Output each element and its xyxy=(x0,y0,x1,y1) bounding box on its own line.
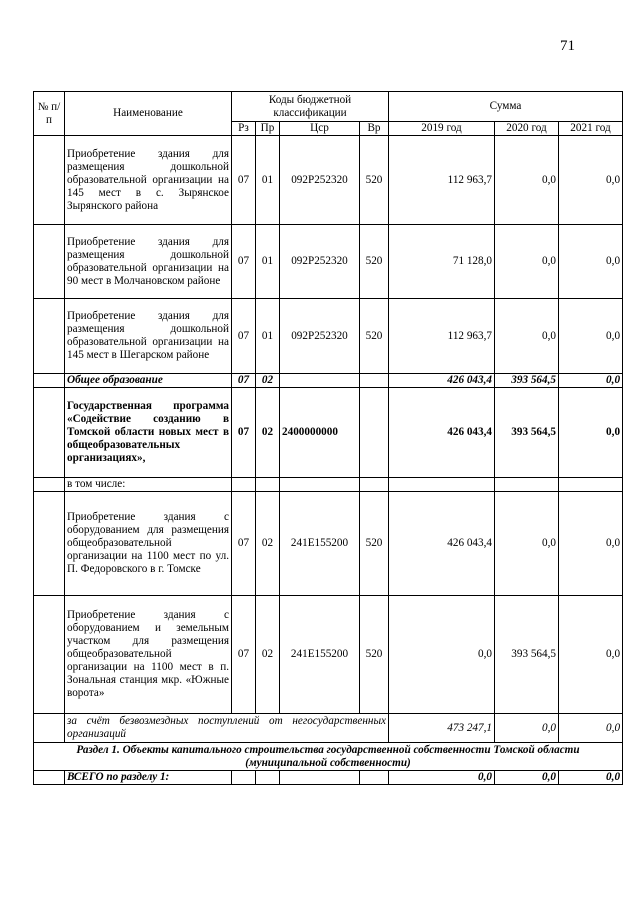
header-2019: 2019 год xyxy=(389,122,495,136)
row-2020: 0,0 xyxy=(495,299,559,374)
row-cer xyxy=(280,478,360,492)
row-2020: 0,0 xyxy=(495,714,559,743)
row-rz: 07 xyxy=(232,492,256,596)
header-cer: Цср xyxy=(280,122,360,136)
row-num xyxy=(34,714,65,743)
page-number: 71 xyxy=(560,38,575,54)
row-name: в том числе: xyxy=(65,478,232,492)
row-name: Приобретение здания для размещения дошкольной образовательной организации на 145 мест в Шегарском районе xyxy=(65,299,232,374)
row-2019 xyxy=(389,478,495,492)
total-rz xyxy=(232,771,256,785)
header-row-1 xyxy=(34,92,623,122)
header-rz: Рз xyxy=(232,122,256,136)
total-row xyxy=(34,771,623,785)
table-row xyxy=(34,374,623,388)
row-2020 xyxy=(495,478,559,492)
row-pr: 02 xyxy=(256,374,280,388)
table-row xyxy=(34,136,623,225)
total-pr xyxy=(256,771,280,785)
row-2019: 426 043,4 xyxy=(389,388,495,478)
row-cer: 092P252320 xyxy=(280,299,360,374)
row-name: Государственная программа «Содействие созданию в Томской области новых мест в общеобразовательных организациях», xyxy=(65,388,232,478)
row-num xyxy=(34,492,65,596)
row-vr: 520 xyxy=(360,492,389,596)
row-num xyxy=(34,388,65,478)
total-cer xyxy=(280,771,360,785)
row-2019: 112 963,7 xyxy=(389,299,495,374)
row-cer: 092P252320 xyxy=(280,225,360,299)
row-pr: 02 xyxy=(256,388,280,478)
row-name: Приобретение здания для размещения дошкольной образовательной организации на 145 мест в с. Зырянское Зырянского района xyxy=(65,136,232,225)
row-cer xyxy=(280,374,360,388)
row-2021: 0,0 xyxy=(559,714,623,743)
row-num xyxy=(34,478,65,492)
row-2021: 0,0 xyxy=(559,225,623,299)
row-pr: 01 xyxy=(256,136,280,225)
row-rz: 07 xyxy=(232,596,256,714)
row-num xyxy=(34,299,65,374)
row-2020: 0,0 xyxy=(495,225,559,299)
row-vr xyxy=(360,374,389,388)
row-2020: 393 564,5 xyxy=(495,596,559,714)
row-2021: 0,0 xyxy=(559,596,623,714)
header-2021: 2021 год xyxy=(559,122,623,136)
row-cer: 241E155200 xyxy=(280,492,360,596)
header-vr: Вр xyxy=(360,122,389,136)
section-title: Раздел 1. Объекты капитального строительства государственной собственности Томской области (муниципальной собственности) xyxy=(34,743,623,771)
row-vr: 520 xyxy=(360,299,389,374)
total-name: ВСЕГО по разделу 1: xyxy=(65,771,232,785)
row-2021: 0,0 xyxy=(559,388,623,478)
total-2020: 0,0 xyxy=(495,771,559,785)
row-rz: 07 xyxy=(232,374,256,388)
row-2019: 426 043,4 xyxy=(389,374,495,388)
row-cer: 2400000000 xyxy=(280,388,360,478)
header-codes-group: Коды бюджетной классификации xyxy=(232,92,389,122)
row-rz: 07 xyxy=(232,388,256,478)
row-vr xyxy=(360,478,389,492)
row-rz: 07 xyxy=(232,225,256,299)
row-num xyxy=(34,596,65,714)
header-sum-group: Сумма xyxy=(389,92,623,122)
row-vr: 520 xyxy=(360,596,389,714)
table-row xyxy=(34,492,623,596)
table-row xyxy=(34,478,623,492)
table-row xyxy=(34,714,623,743)
row-2019: 473 247,1 xyxy=(389,714,495,743)
budget-table xyxy=(33,91,623,785)
section-row xyxy=(34,743,623,771)
row-pr xyxy=(256,478,280,492)
header-pr: Пр xyxy=(256,122,280,136)
row-pr: 01 xyxy=(256,225,280,299)
row-2019: 0,0 xyxy=(389,596,495,714)
row-2021: 0,0 xyxy=(559,136,623,225)
row-2019: 71 128,0 xyxy=(389,225,495,299)
row-name: Общее образование xyxy=(65,374,232,388)
header-2020: 2020 год xyxy=(495,122,559,136)
row-2020: 393 564,5 xyxy=(495,388,559,478)
total-num xyxy=(34,771,65,785)
header-name: Наименование xyxy=(65,92,232,136)
total-2019: 0,0 xyxy=(389,771,495,785)
row-2019: 426 043,4 xyxy=(389,492,495,596)
row-2020: 0,0 xyxy=(495,136,559,225)
row-name: Приобретение здания для размещения дошкольной образовательной организации на 90 мест в Молчановском районе xyxy=(65,225,232,299)
row-2019: 112 963,7 xyxy=(389,136,495,225)
row-rz: 07 xyxy=(232,136,256,225)
row-2021: 0,0 xyxy=(559,492,623,596)
total-vr xyxy=(360,771,389,785)
row-pr: 01 xyxy=(256,299,280,374)
row-rz: 07 xyxy=(232,299,256,374)
row-2021: 0,0 xyxy=(559,374,623,388)
row-num xyxy=(34,225,65,299)
row-vr: 520 xyxy=(360,225,389,299)
row-2021 xyxy=(559,478,623,492)
row-pr: 02 xyxy=(256,492,280,596)
row-vr: 520 xyxy=(360,136,389,225)
table-row xyxy=(34,225,623,299)
row-2021: 0,0 xyxy=(559,299,623,374)
row-pr: 02 xyxy=(256,596,280,714)
row-cer: 241E155200 xyxy=(280,596,360,714)
table-row xyxy=(34,596,623,714)
row-num xyxy=(34,374,65,388)
row-2020: 0,0 xyxy=(495,492,559,596)
row-cer: 092P252320 xyxy=(280,136,360,225)
table-row xyxy=(34,388,623,478)
header-num: № п/п xyxy=(34,92,65,136)
total-2021: 0,0 xyxy=(559,771,623,785)
row-vr xyxy=(360,388,389,478)
row-2020: 393 564,5 xyxy=(495,374,559,388)
row-name: за счёт безвозмездных поступлений от негосударственных организаций xyxy=(65,714,389,743)
table-row xyxy=(34,299,623,374)
row-num xyxy=(34,136,65,225)
row-name: Приобретение здания с оборудованием и земельным участком для размещения общеобразовательной организации на 1100 мест в п. Зональная станция мкр. «Южные ворота» xyxy=(65,596,232,714)
row-name: Приобретение здания с оборудованием для размещения общеобразовательной организации на 1100 мест по ул. П. Федоровского в г. Томске xyxy=(65,492,232,596)
row-rz xyxy=(232,478,256,492)
